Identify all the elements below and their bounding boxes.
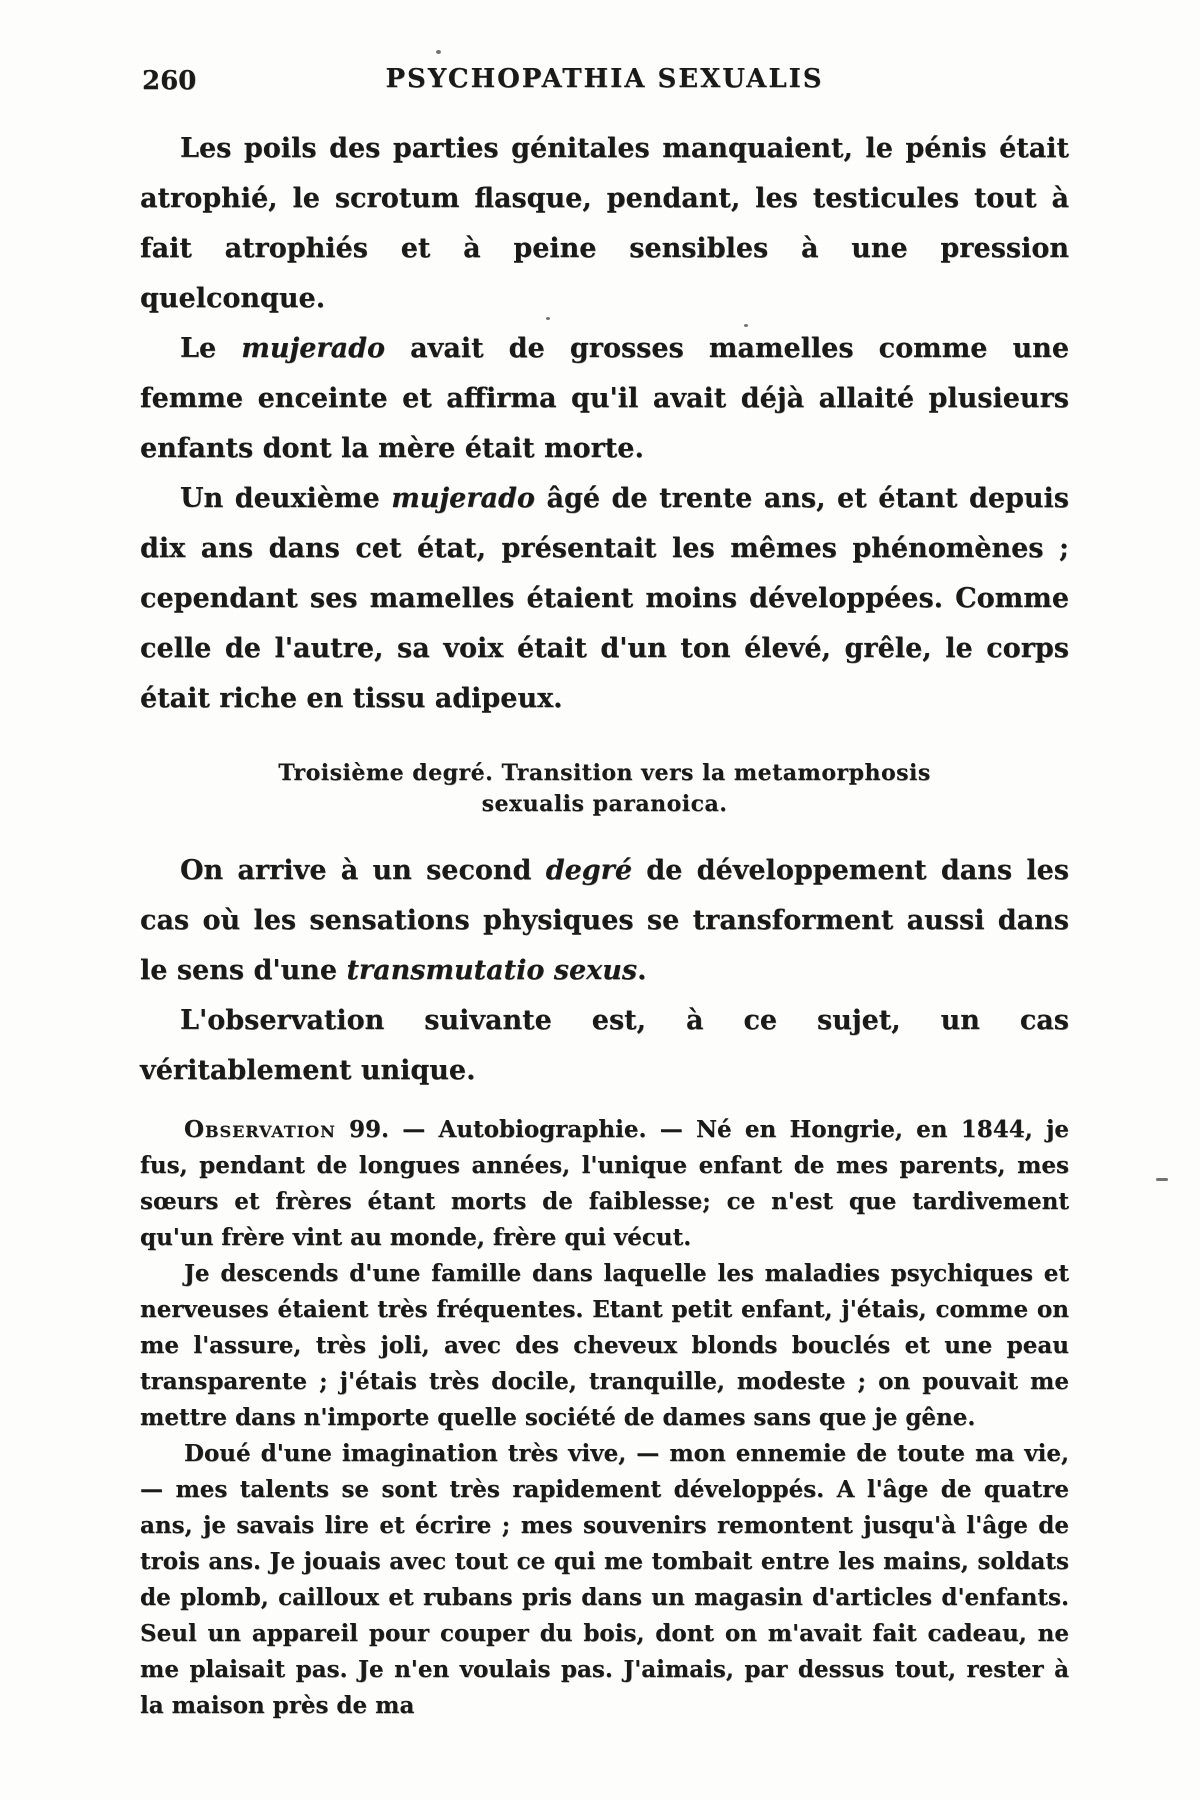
text-segment: 99. — Autobiographie. — Né en Hongrie, en 1844, je fus, pendant de longues années, l'unique enfant de mes parents, mes sœurs et frères étant morts de faiblesse; ce n'est que tardivement qu'un frère vint au monde, frère qui vécut. xyxy=(140,1116,1069,1251)
text-segment: de développement dans les cas où les sensations physiques se transforment aussi dans le sens d'une xyxy=(140,855,1069,986)
scan-speck xyxy=(1156,1178,1168,1181)
text-segment: mujerado xyxy=(391,483,535,514)
text-segment: Observation xyxy=(184,1116,336,1143)
text-segment: On arrive à un second xyxy=(180,855,546,886)
page-header xyxy=(140,64,1069,98)
paragraph-second-degre xyxy=(140,846,1069,996)
text-segment: Doué d'une imagination très vive, — mon ennemie de toute ma vie, — mes talents se sont très rapidement développés. A l'âge de quatre ans, je savais lire et écrire ; mes souvenirs remontent jusqu'à l'âge de trois ans. Je jouais avec tout ce qui me tombait entre les mains, soldats de plomb, cailloux et rubans pris dans un magasin d'articles d'enfants. Seul un appareil pour couper du bois, dont on m'avait fait cadeau, ne me plaisait pas. Je n'en voulais pas. J'aimais, par dessus tout, rester à la maison près de ma xyxy=(140,1440,1069,1719)
scan-speck xyxy=(436,50,441,54)
section-heading xyxy=(140,758,1069,820)
observation-paragraph-autobiographie xyxy=(140,1112,1069,1256)
observation-paragraph-famille xyxy=(140,1256,1069,1436)
text-segment: Je descends d'une famille dans laquelle les maladies psychiques et nerveuses étaient très fréquentes. Etant petit enfant, j'étais, comme on me l'assure, très joli, avec des cheveux blonds bouclés et une peau transparente ; j'étais très docile, tranquille, modeste ; on pouvait me mettre dans n'importe quelle société de dames sans que je gêne. xyxy=(140,1260,1069,1431)
text-segment: âgé de trente ans, et étant depuis dix ans dans cet état, présentait les mêmes phénomènes ; cependant ses mamelles étaient moins développées. Comme celle de l'autre, sa voix était d'un ton élevé, grêle, le corps était riche en tissu adipeux. xyxy=(140,483,1069,714)
paragraph-observation-intro xyxy=(140,996,1069,1096)
text-segment: mujerado xyxy=(241,333,386,364)
text-segment: transmutatio sexus xyxy=(346,955,638,986)
paragraph-genital-description xyxy=(140,124,1069,324)
observation-paragraph-imagination xyxy=(140,1436,1069,1724)
page-number: 260 xyxy=(142,66,197,96)
text-segment: avait de grosses mamelles comme une femme enceinte et affirma qu'il avait déjà allaité plusieurs enfants dont la mère était morte. xyxy=(140,333,1069,464)
section-heading-line-1: Troisième degré. Transition vers la metamorphosis xyxy=(278,760,931,786)
text-segment: Le xyxy=(180,333,242,364)
running-head-title: PSYCHOPATHIA SEXUALIS xyxy=(385,64,824,94)
text-segment: . xyxy=(637,955,647,986)
text-segment: Un deuxième xyxy=(180,483,392,514)
text-segment: L'observation suivante est, à ce sujet, un cas véritablement unique. xyxy=(140,1005,1069,1086)
text-segment: Les poils des parties génitales manquaient, le pénis était atrophié, le scrotum flasque, pendant, les testicules tout à fait atrophiés et à peine sensibles à une pression quelconque. xyxy=(140,133,1069,314)
text-segment: degré xyxy=(545,855,633,886)
section-heading-line-2: sexualis paranoica. xyxy=(481,791,728,817)
paragraph-mujerado-second xyxy=(140,474,1069,724)
page-content xyxy=(140,64,1069,1724)
observation-section xyxy=(140,1112,1069,1724)
paragraph-mujerado-first xyxy=(140,324,1069,474)
